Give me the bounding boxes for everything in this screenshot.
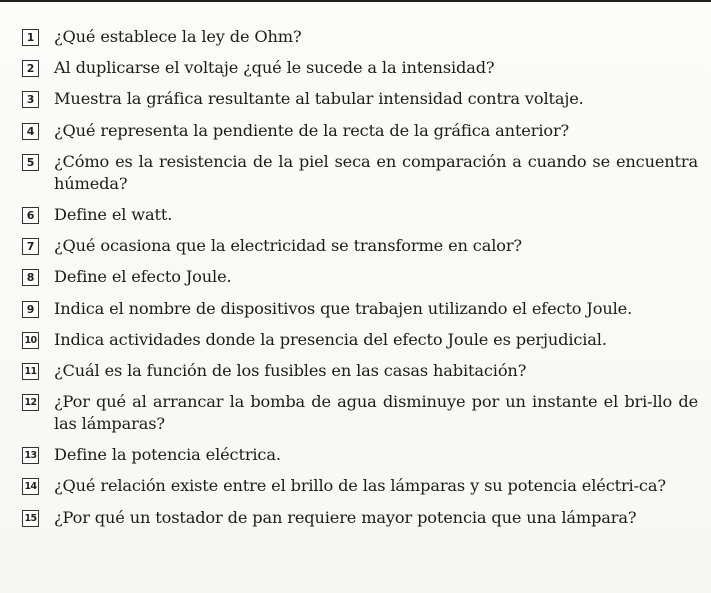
question-text: ¿Qué representa la pendiente de la recta de la gráfica anterior? xyxy=(54,120,570,140)
question-list xyxy=(22,26,698,538)
question-item xyxy=(22,151,698,195)
question-text: Al duplicarse el voltaje ¿qué le sucede a la intensidad? xyxy=(54,58,495,78)
question-item xyxy=(22,507,698,529)
top-rule xyxy=(0,0,711,2)
question-text: Define el watt. xyxy=(54,204,173,224)
question-number: 14 xyxy=(22,478,39,495)
question-text: ¿Qué relación existe entre el brillo de las lámparas y su potencia eléctri-ca? xyxy=(54,476,666,496)
question-item xyxy=(22,329,698,351)
question-number: 1 xyxy=(22,29,39,46)
question-number: 3 xyxy=(22,91,39,108)
question-text: Indica actividades donde la presencia del efecto Joule es perjudicial. xyxy=(54,329,607,349)
question-item xyxy=(22,57,698,79)
question-number: 8 xyxy=(22,269,39,286)
question-number: 6 xyxy=(22,207,39,224)
question-number: 12 xyxy=(22,394,39,411)
question-number: 9 xyxy=(22,301,39,318)
question-item xyxy=(22,204,698,226)
question-item xyxy=(22,360,698,382)
question-number: 5 xyxy=(22,154,39,171)
question-item xyxy=(22,298,698,320)
question-number: 13 xyxy=(22,447,39,464)
question-item xyxy=(22,444,698,466)
question-item xyxy=(22,391,698,435)
question-text: ¿Cuál es la función de los fusibles en las casas habitación? xyxy=(54,360,527,380)
question-number: 7 xyxy=(22,238,39,255)
question-text: Define el efecto Joule. xyxy=(54,267,232,287)
question-number: 2 xyxy=(22,60,39,77)
question-number: 11 xyxy=(22,363,39,380)
question-item xyxy=(22,235,698,257)
question-text: ¿Qué ocasiona que la electricidad se transforme en calor? xyxy=(54,236,522,256)
question-number: 4 xyxy=(22,123,39,140)
question-number: 15 xyxy=(22,510,39,527)
question-item xyxy=(22,266,698,288)
question-text: ¿Qué establece la ley de Ohm? xyxy=(54,27,302,46)
question-number: 10 xyxy=(22,332,39,349)
question-item xyxy=(22,26,698,48)
question-item xyxy=(22,88,698,110)
question-text: Define la potencia eléctrica. xyxy=(54,445,281,465)
question-item xyxy=(22,120,698,142)
question-text: Indica el nombre de dispositivos que trabajen utilizando el efecto Joule. xyxy=(54,298,633,318)
question-text: ¿Por qué un tostador de pan requiere mayor potencia que una lámpara? xyxy=(54,507,637,527)
question-text: Muestra la gráfica resultante al tabular intensidad contra voltaje. xyxy=(54,89,584,109)
question-item xyxy=(22,475,698,497)
question-text: ¿Cómo es la resistencia de la piel seca en comparación a cuando se encuentra húmeda? xyxy=(54,151,698,193)
question-text: ¿Por qué al arrancar la bomba de agua disminuye por un instante el bri-llo de las lámparas? xyxy=(54,392,698,434)
